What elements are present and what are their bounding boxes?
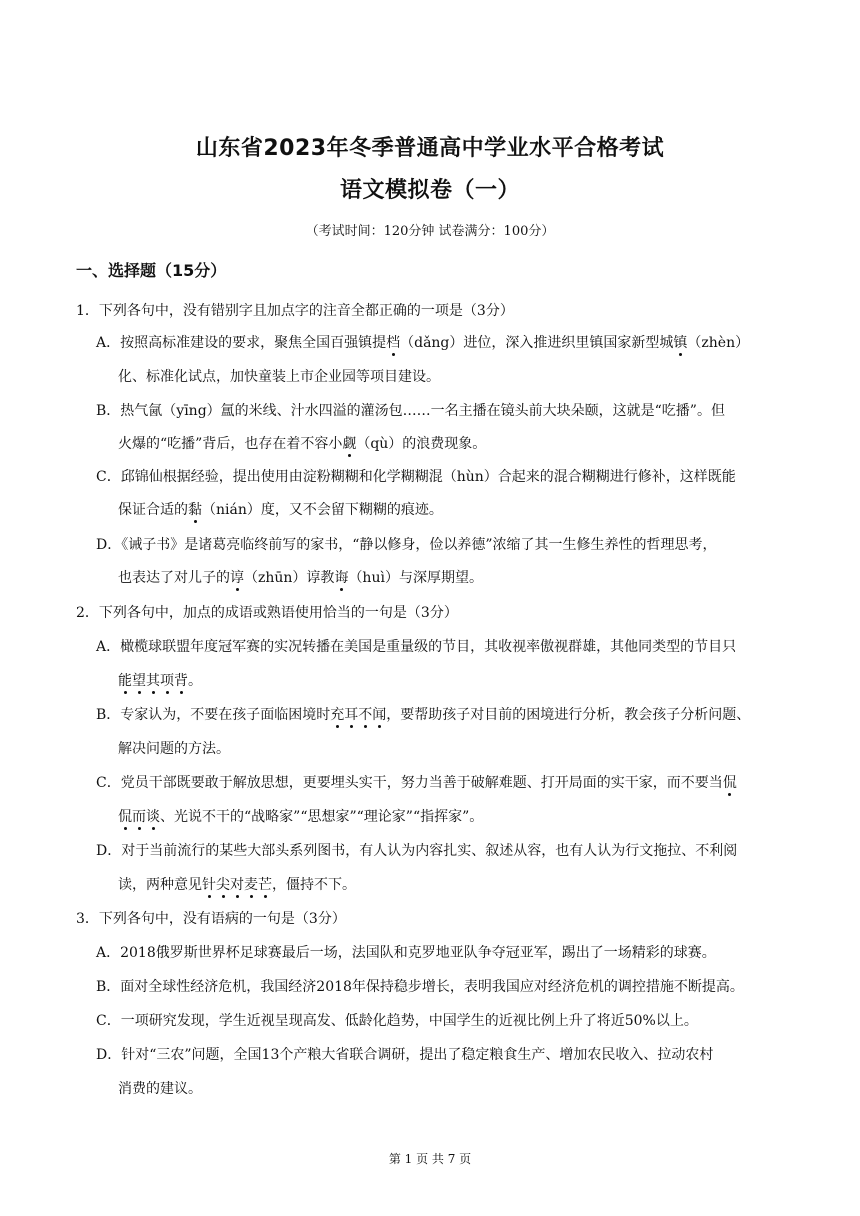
question-2-option-a: A．橄榄球联盟年度冠军赛的实况转播在美国是重量级的节目，其收视率傲视群雄，其他同类型的节目只	[96, 639, 737, 655]
question-2-option-d-cont: 读，两种意见针尖对麦芒，僵持不下。	[118, 877, 356, 893]
question-1-option-a-cont: 化、标准化试点，加快童装上市企业园等项目建设。	[118, 369, 440, 385]
question-2-option-b: B．专家认为，不要在孩子面临困境时充耳不闻，要帮助孩子对目前的困境进行分析，教会孩子分析问题、	[96, 707, 751, 723]
question-3-stem: 3．下列各句中，没有语病的一句是（3分）	[76, 911, 346, 927]
exam-subtitle: 语文模拟卷（一）	[339, 178, 520, 203]
section-heading: 一、选择题（15分）	[76, 261, 227, 280]
question-1-option-c-cont: 保证合适的黏（nián）度，又不会留下糊糊的痕迹。	[118, 502, 443, 518]
question-1-option-a: A．按照高标准建设的要求，聚焦全国百强镇提档（dǎng）进位，深入推进织里镇国家新型城镇（zhèn）	[96, 335, 750, 351]
question-1-stem: 1．下列各句中，没有错别字且加点字的注音全都正确的一项是（3分）	[76, 303, 514, 319]
exam-title: 山东省2023年冬季普通高中学业水平合格考试	[195, 136, 665, 161]
question-1-option-b: B．热气氤（yīng）氲的米线、汁水四溢的灌汤包……一名主播在镜头前大块朵颐，这就是“吃播”。但	[96, 403, 725, 419]
question-2-option-b-cont: 解决问题的方法。	[118, 741, 230, 757]
question-3-option-b: B．面对全球性经济危机，我国经济2018年保持稳步增长，表明我国应对经济危机的调控措施不断提高。	[96, 979, 744, 995]
question-2-option-c: C．党员干部既要敢于解放思想，更要埋头实干，努力当善于破解难题、打开局面的实干家，而不要当侃	[96, 775, 737, 791]
question-2-stem: 2．下列各句中，加点的成语或熟语使用恰当的一句是（3分）	[76, 605, 458, 621]
question-2-option-a-cont: 能望其项背。	[118, 673, 202, 689]
question-3-option-c: C．一项研究发现，学生近视呈现高发、低龄化趋势，中国学生的近视比例上升了将近50%以上。	[96, 1013, 698, 1029]
page-footer: 第 1 页 共 7 页	[388, 1152, 472, 1166]
question-3-option-a: A．2018俄罗斯世界杯足球赛最后一场，法国队和克罗地亚队争夺冠亚军，踢出了一场精彩的球赛。	[96, 945, 716, 961]
question-2-option-d: D．对于当前流行的某些大部头系列图书，有人认为内容扎实、叙述从容，也有人认为行文拖拉、不利阅	[96, 843, 738, 859]
question-2-option-c-cont: 侃而谈、光说不干的“战略家”“思想家”“理论家”“指挥家”。	[118, 809, 484, 825]
exam-info: （考试时间：120分钟 试卷满分：100分）	[305, 224, 555, 239]
question-1-option-d: D．《诫子书》是诸葛亮临终前写的家书，“静以修身，俭以养德”浓缩了其一生修生养性的哲理思考，	[96, 537, 717, 553]
question-1-option-b-cont: 火爆的“吃播”背后，也存在着不容小觑（qù）的浪费现象。	[118, 436, 487, 452]
question-1-option-c: C．邱锦仙根据经验，提出使用由淀粉糊糊和化学糊糊混（hùn）合起来的混合糊糊进行修补，这样既能	[96, 469, 736, 485]
question-3-option-d-cont: 消费的建议。	[118, 1081, 202, 1097]
question-3-option-d: D．针对“三农”问题，全国13个产粮大省联合调研，提出了稳定粮食生产、增加农民收入、拉动农村	[96, 1047, 714, 1063]
question-1-option-d-cont: 也表达了对儿子的谆（zhūn）谆教诲（huì）与深厚期望。	[118, 570, 483, 586]
